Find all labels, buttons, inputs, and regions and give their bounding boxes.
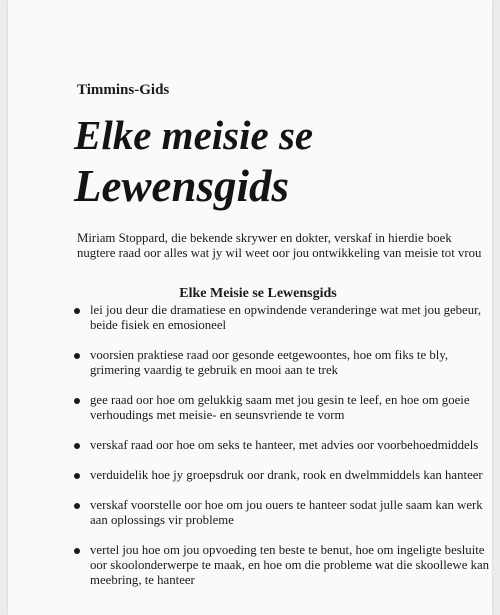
section-heading: Elke Meisie se Lewensgids xyxy=(179,286,337,301)
list-item xyxy=(70,468,490,483)
list-item-text: verduidelik hoe jy groepsdruk oor drank, rook en dwelmmiddels kan hanteer xyxy=(90,468,483,482)
list-item xyxy=(70,348,490,378)
list-item-text: verskaf raad oor hoe om seks te hanteer, met advies oor voorbehoedmiddels xyxy=(90,438,479,452)
list-item-text: voorsien praktiese raad oor gesonde eetgewoontes, hoe om fiks te bly, grimering vaardig te gebruik en mooi aan te trek xyxy=(90,348,449,377)
bullet-icon xyxy=(74,353,80,359)
list-item xyxy=(70,543,490,588)
list-item-text: lei jou deur die dramatiese en opwindende veranderinge wat met jou gebeur, beide fisiek en emosioneel xyxy=(90,303,482,332)
bullet-icon xyxy=(74,503,80,509)
bullet-icon xyxy=(74,308,80,314)
list-item xyxy=(70,303,490,333)
list-item xyxy=(70,393,490,423)
bullet-icon xyxy=(74,398,80,404)
intro-paragraph: Miriam Stoppard, die bekende skrywer en dokter, verskaf in hierdie boek nugtere raad oor alles wat jy wil weet oor jou ontwikkeling van meisie tot vrou xyxy=(77,231,482,260)
title-line-2: Lewensgids xyxy=(74,161,290,211)
list-item-text: vertel jou hoe om jou opvoeding ten beste te benut, hoe om ingeligte besluite oor skoolonderwerpe te maak, en hoe om die probleme wat die skoollewe kan meebring, te hanteer xyxy=(90,543,490,587)
list-item-text: gee raad oor hoe om gelukkig saam met jou gesin te leef, en hoe om goeie verhoudings met meisie- en seunsvriende te vorm xyxy=(90,393,470,422)
title-line-1: Elke meisie se xyxy=(74,112,314,158)
feature-list xyxy=(70,303,490,603)
bullet-icon xyxy=(74,473,80,479)
bullet-icon xyxy=(74,548,80,554)
bullet-icon xyxy=(74,443,80,449)
book-back-cover xyxy=(8,0,492,615)
list-item xyxy=(70,438,490,453)
list-item xyxy=(70,498,490,528)
publisher-name: Timmins-Gids xyxy=(77,82,170,98)
list-item-text: verskaf voorstelle oor hoe om jou ouers te hanteer sodat julle saam kan werk aan oplossings vir probleme xyxy=(90,498,483,527)
